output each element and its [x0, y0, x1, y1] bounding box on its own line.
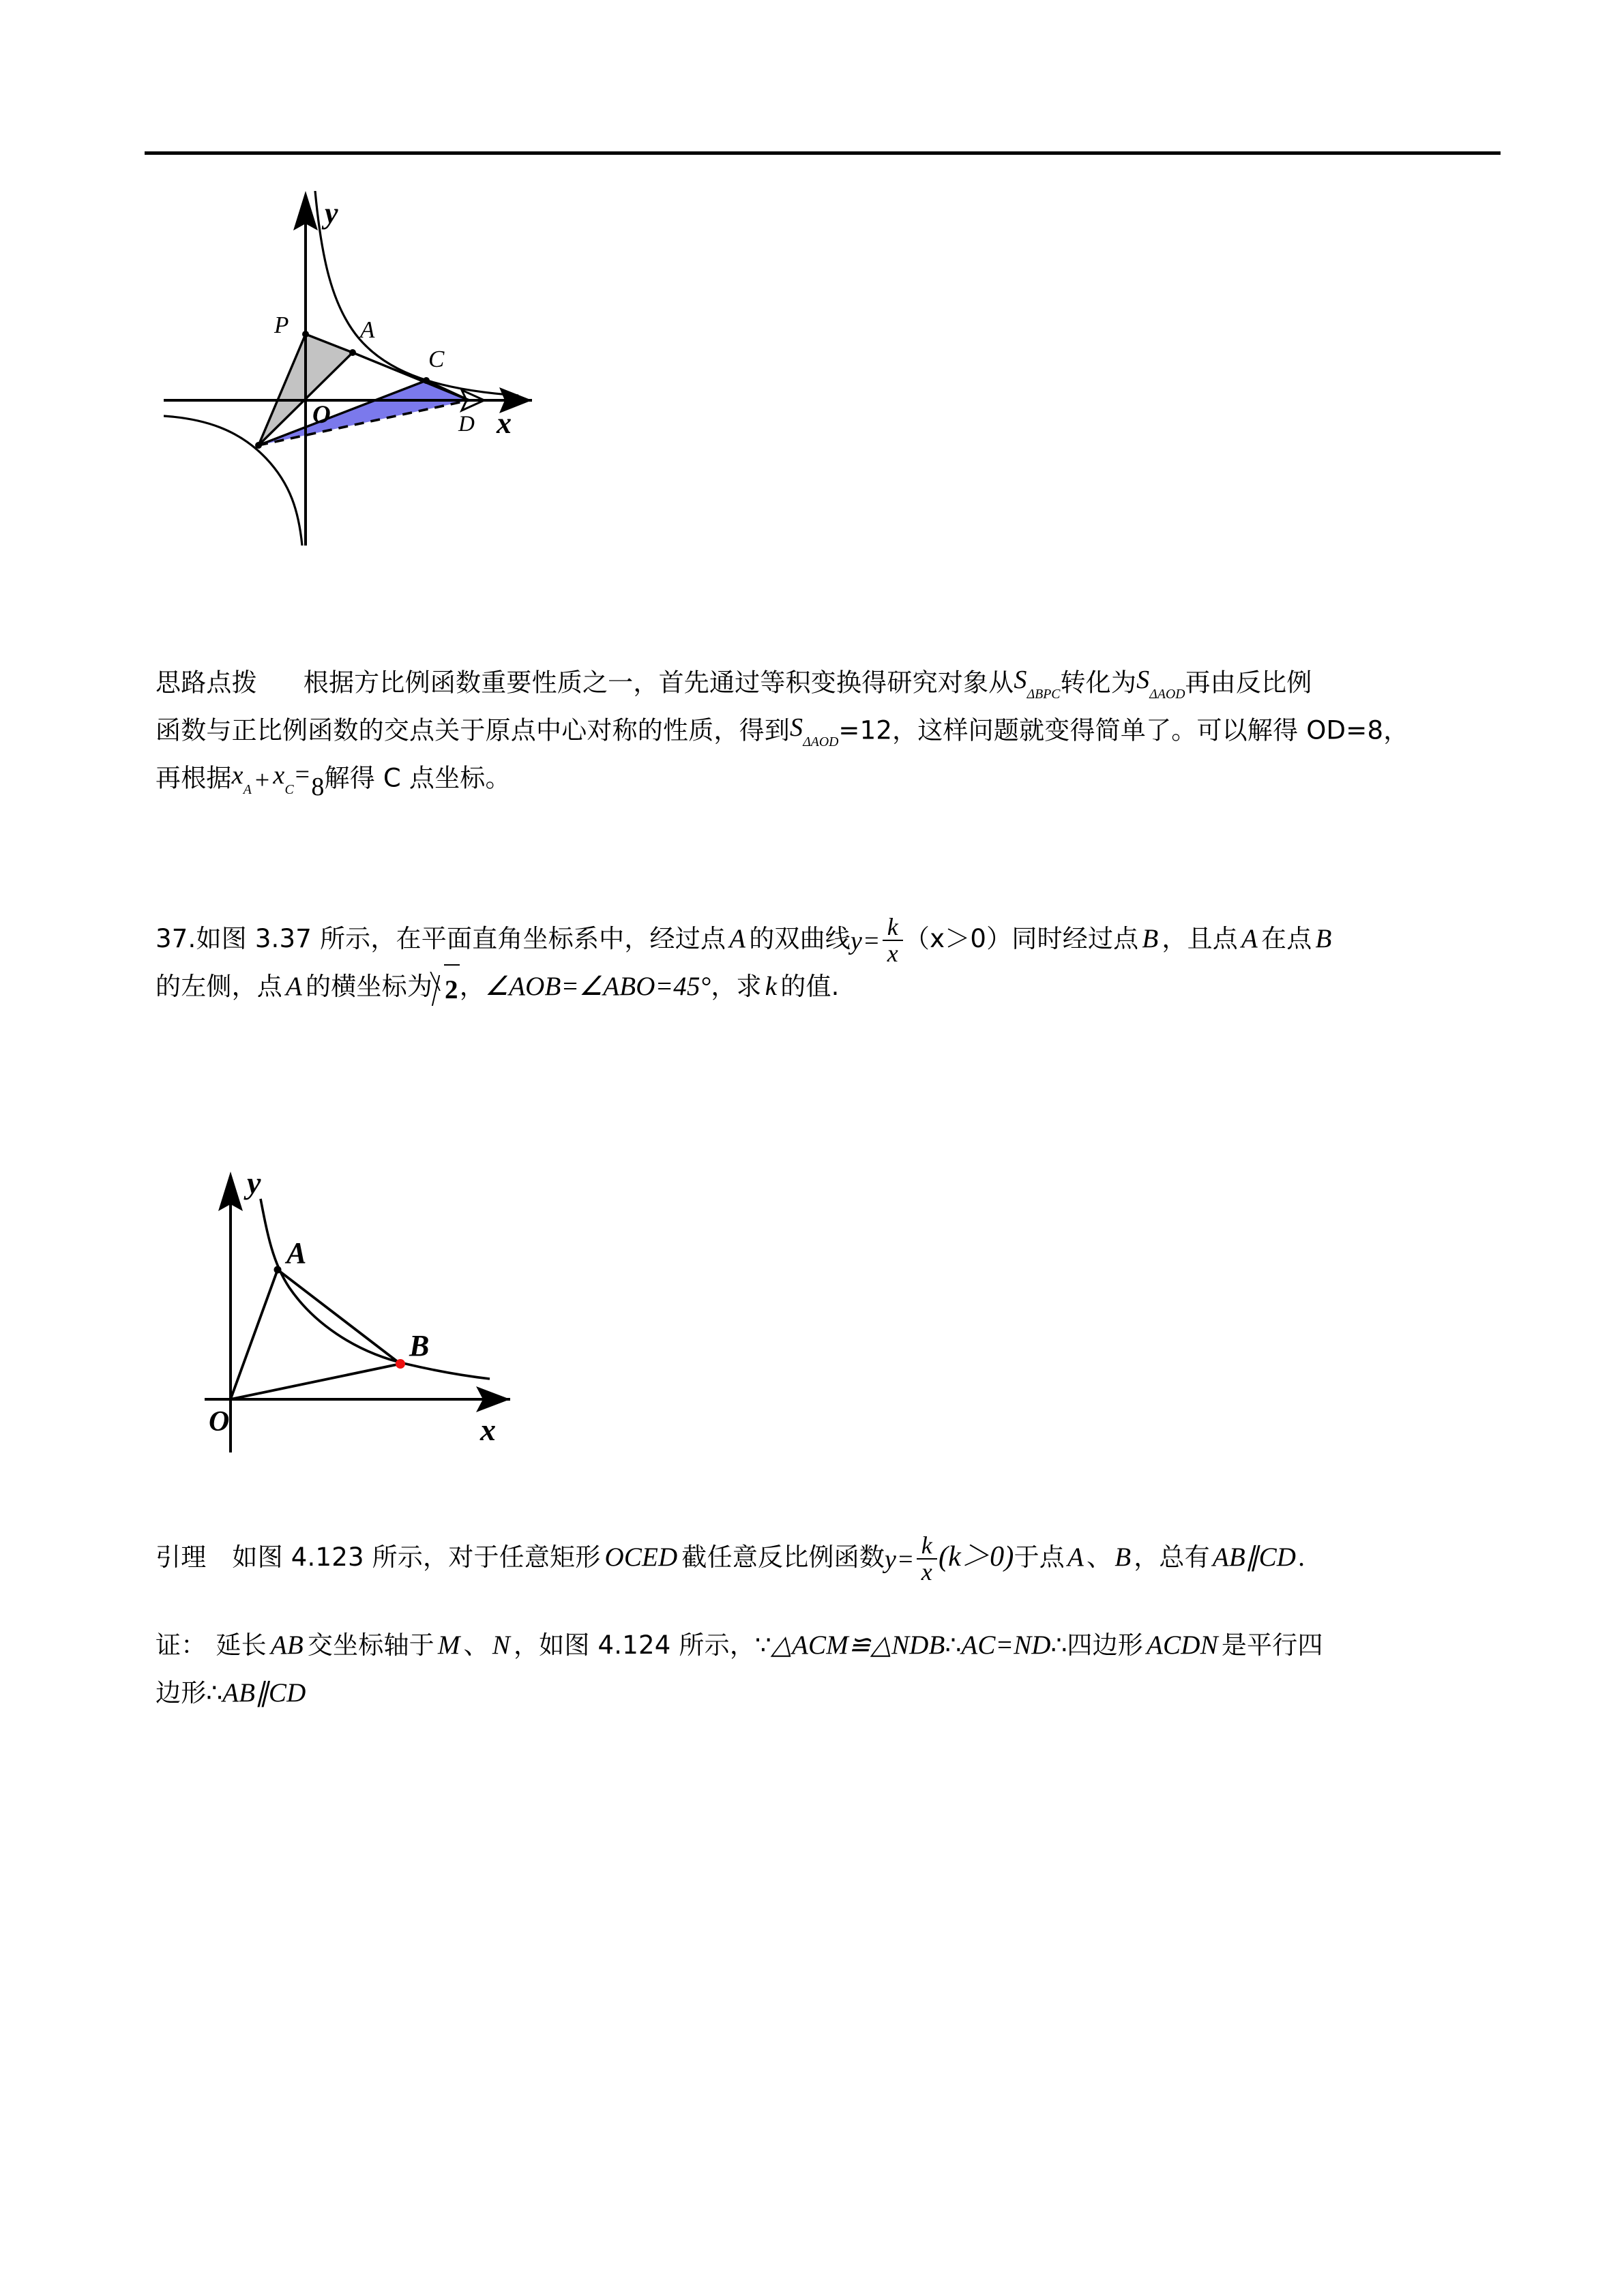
- q37-angle-condition: ∠AOB=∠ABO=45°: [484, 972, 711, 1001]
- q37-text-a: 如图 3.37 所示，在平面直角坐标系中，经过点: [196, 924, 726, 953]
- figure-1-label-O: O: [312, 401, 331, 429]
- tip-s1-sub: ΔBPC: [1027, 686, 1061, 702]
- lemma-condition: (k＞0): [938, 1541, 1014, 1572]
- lemma-eq-y: y: [885, 1545, 897, 1575]
- lemma-text-b: 截任意反比例函数: [681, 1542, 885, 1572]
- lemma-frac-numerator: k: [921, 1532, 932, 1560]
- segment-AB: [278, 1270, 400, 1364]
- q37-sqrt-2: [432, 964, 460, 1014]
- q37-eq-equals: =: [864, 927, 879, 956]
- tip-xa-base: x: [231, 761, 243, 790]
- q37-text-b: 的双曲线: [749, 924, 851, 953]
- q37-line2-text-e: 的值.: [780, 972, 840, 1001]
- proof-line-2: [156, 1669, 1482, 1717]
- lemma-fraction-k-over-x: [917, 1533, 937, 1584]
- tip-s2-sub: ΔAOD: [1149, 686, 1185, 702]
- q37-line-1: [156, 913, 1482, 968]
- proof-line2-parallel: AB∥CD: [222, 1678, 306, 1708]
- q37-sqrt-radicand: 2: [444, 964, 460, 1014]
- tip-line1-text-a: 根据方比例函数重要性质之一，首先通过等积变换得研究对象从: [303, 668, 1014, 698]
- lemma-heading: 引理: [156, 1542, 207, 1572]
- figure-1-hyperbola-triangles: [164, 191, 587, 546]
- point-C-dot: [423, 377, 430, 384]
- q37-var-A: A: [729, 924, 746, 953]
- tip-eight: 8: [311, 773, 325, 802]
- lemma-eq-equals: =: [898, 1545, 913, 1575]
- proof-because-symbol: ∵: [755, 1630, 771, 1660]
- q37-text-e: 在点: [1261, 924, 1312, 953]
- tip-line2-text-b: =12，这样问题就变得简单了。可以解得 OD=8，: [838, 715, 1409, 745]
- proof-heading: 证：: [156, 1630, 207, 1660]
- tip-xc-sub: C: [284, 781, 294, 797]
- proof-therefore-symbol-1: ∴: [945, 1630, 962, 1660]
- q37-frac-numerator: k: [887, 913, 898, 941]
- figure-1-label-D: D: [458, 412, 475, 436]
- proof-quadrilateral-ACDN: ACDN: [1147, 1630, 1218, 1660]
- point-A-dot: [349, 349, 356, 356]
- tip-s3-sub: ΔAOD: [803, 734, 839, 749]
- proof-text-d: 四边形: [1067, 1630, 1144, 1660]
- tip-line-1: [156, 656, 1482, 704]
- tip-plus: +: [254, 766, 270, 795]
- point-B-dot: [396, 1359, 405, 1369]
- figure-2-label-O: O: [209, 1406, 230, 1437]
- figure-1-axis-label-x: x: [497, 406, 512, 440]
- tip-s1-base: S: [1014, 666, 1027, 694]
- proof-point-N: N: [492, 1630, 510, 1660]
- q37-text-c: 同时经过点: [1012, 924, 1139, 953]
- q37-domain: （x＞0）: [904, 924, 1012, 953]
- segment-OA: [231, 1270, 278, 1399]
- tip-paragraph: [156, 656, 1482, 802]
- tip-xa-sub: A: [243, 781, 252, 797]
- lemma-separator: 、: [1087, 1542, 1112, 1572]
- hyperbola-curve: [261, 1199, 490, 1379]
- figure-1-label-P: P: [274, 312, 289, 338]
- tip-line2-text-a: 函数与正比例函数的交点关于原点中心对称的性质，得到: [156, 715, 790, 745]
- point-P-dot: [302, 331, 309, 338]
- lemma-text-c: 于点: [1014, 1542, 1065, 1572]
- header-rule: [145, 151, 1501, 155]
- q37-text-d: ，且点: [1162, 924, 1238, 953]
- q37-var-B: B: [1142, 924, 1159, 953]
- figure-2-axis-label-y: y: [247, 1165, 261, 1200]
- question-37-paragraph: [156, 915, 1482, 1011]
- proof-text-c: ，如图 4.124 所示，: [513, 1630, 756, 1660]
- figure-1-label-A: A: [360, 316, 375, 343]
- q37-line2-text-c: ，: [459, 972, 485, 1001]
- point-A-dot: [274, 1266, 282, 1274]
- proof-text-a: 延长: [216, 1630, 267, 1660]
- lemma-frac-denominator: x: [917, 1558, 937, 1585]
- tip-xc: [273, 751, 293, 809]
- tip-line3-text-b: 解得 C 点坐标。: [324, 763, 511, 793]
- q37-var-A2: A: [1241, 924, 1258, 953]
- tip-s3-base: S: [790, 713, 803, 742]
- proof-therefore-symbol-3: ∴: [206, 1678, 223, 1708]
- q37-line2-text-d: ，求: [711, 972, 762, 1001]
- point-B-dot: [255, 442, 262, 449]
- figure-1-label-C: C: [428, 346, 445, 372]
- q37-var-A3: A: [286, 972, 303, 1001]
- tip-xa: [232, 751, 252, 809]
- tip-line1-text-c: 再由反比例: [1185, 668, 1312, 698]
- proof-line-1: [156, 1622, 1482, 1669]
- q37-fraction-k-over-x: [883, 914, 903, 966]
- proof-equality-AC-ND: AC=ND: [961, 1630, 1051, 1660]
- q37-line2-text-b: 的横坐标为: [306, 972, 433, 1001]
- figure-2-label-B: B: [409, 1329, 430, 1362]
- hyperbola-branch-upper: [315, 191, 518, 396]
- q37-frac-denominator: x: [883, 940, 903, 966]
- lemma-paragraph: [156, 1532, 1482, 1586]
- lemma-line-1: [156, 1532, 1482, 1586]
- proof-point-M: M: [437, 1630, 460, 1660]
- proof-congruent-triangles: △ACM≌△NDB: [771, 1630, 945, 1660]
- q37-var-k: k: [765, 972, 778, 1001]
- proof-text-b: 交坐标轴于: [307, 1630, 434, 1660]
- tip-line3-text-a: 再根据: [156, 763, 232, 793]
- tip-equals: =: [295, 760, 310, 790]
- q37-var-B2: B: [1315, 924, 1332, 953]
- segment-OB: [231, 1364, 400, 1399]
- tip-xc-base: x: [273, 761, 285, 790]
- tip-s3: [790, 704, 838, 762]
- q37-number: 37.: [156, 924, 196, 953]
- tip-heading: 思路点拨: [156, 668, 257, 698]
- figure-1-axis-label-y: y: [325, 196, 338, 230]
- q37-line-2: [156, 963, 1482, 1011]
- lemma-point-A: A: [1067, 1542, 1084, 1572]
- figure-1-svg: [164, 191, 587, 546]
- lemma-text-a: 如图 4.123 所示，对于任意矩形: [232, 1542, 601, 1572]
- figure-2-label-A: A: [286, 1236, 307, 1270]
- tip-line1-text-b: 转化为: [1060, 668, 1137, 698]
- lemma-text-d: ，总有: [1134, 1542, 1210, 1572]
- figure-2-svg: [205, 1159, 525, 1452]
- proof-line2-text-a: 边形: [156, 1678, 207, 1708]
- q37-eq-y: y: [851, 927, 863, 956]
- tip-s2-base: S: [1136, 666, 1150, 694]
- figure-2-hyperbola-rays: [205, 1159, 525, 1452]
- lemma-period: .: [1299, 1542, 1306, 1572]
- proof-paragraph: [156, 1622, 1482, 1717]
- proof-text-e: 是平行四: [1221, 1630, 1323, 1660]
- proof-separator-1: 、: [463, 1630, 489, 1660]
- lemma-rect-name: OCED: [604, 1542, 678, 1572]
- figure-2-axis-label-x: x: [480, 1412, 496, 1447]
- q37-line2-text-a: 的左侧，点: [156, 972, 282, 1001]
- lemma-parallel-statement: AB∥CD: [1212, 1542, 1297, 1572]
- proof-therefore-symbol-2: ∴: [1050, 1630, 1067, 1660]
- tip-line-2: [156, 704, 1482, 751]
- proof-segment-AB: AB: [270, 1630, 304, 1660]
- lemma-point-B: B: [1114, 1542, 1132, 1572]
